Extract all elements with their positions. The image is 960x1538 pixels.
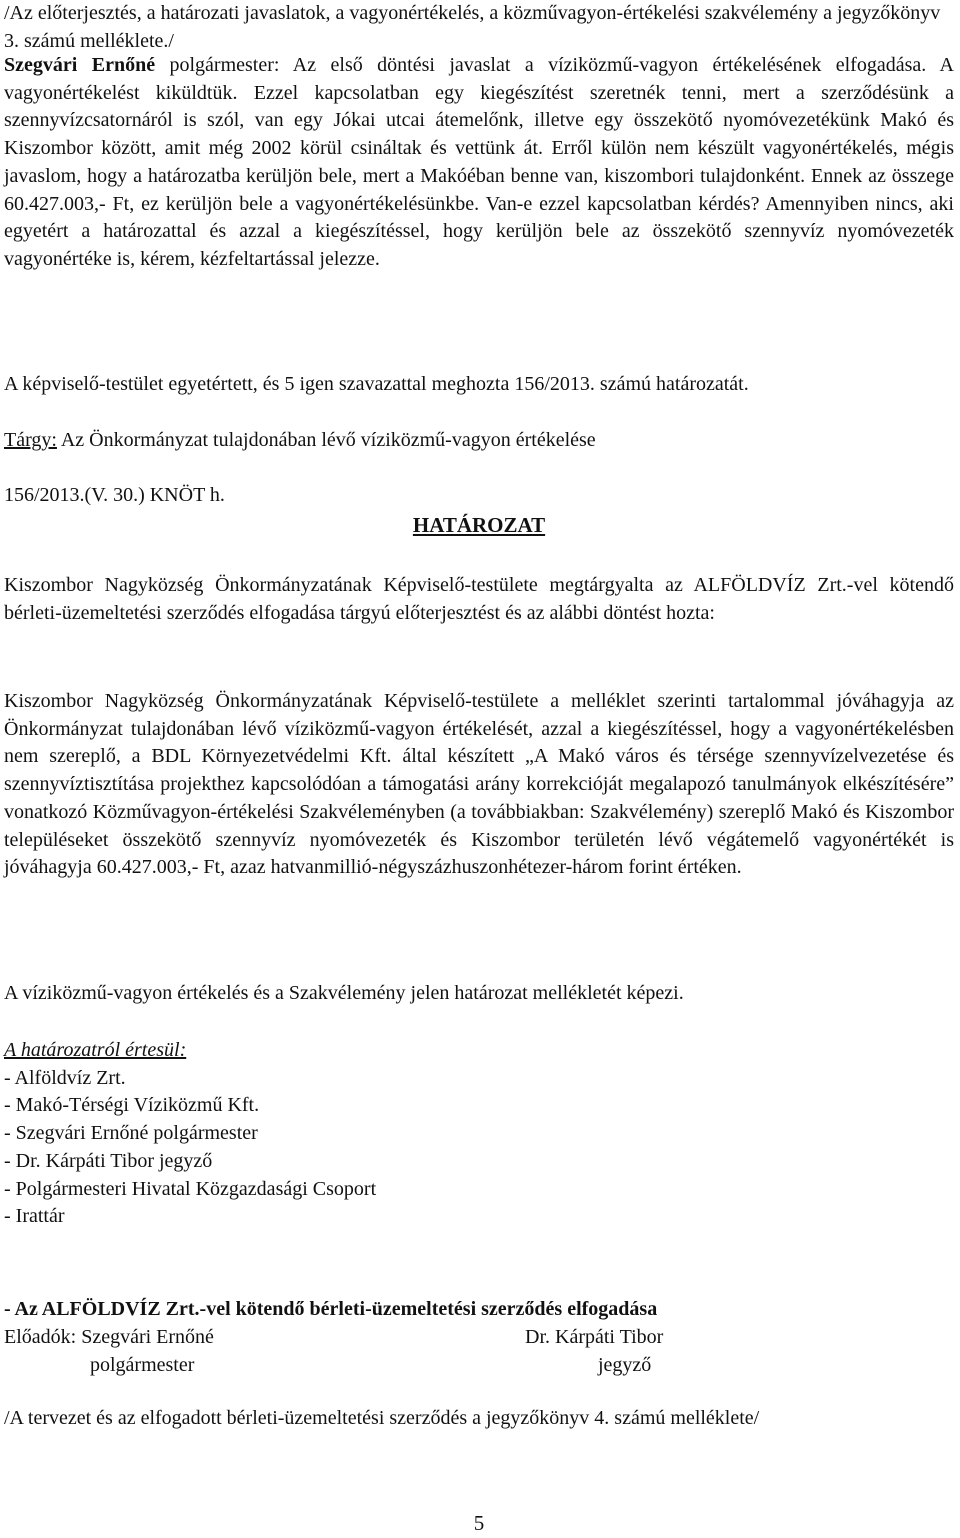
presenter-1-title: polgármester <box>90 1354 195 1376</box>
presenters-block <box>4 1324 954 1380</box>
subject-line <box>4 427 954 455</box>
subject-text: Az Önkormányzat tulajdonában lévő víziközmű-vagyon értékelése <box>60 429 596 451</box>
presenter-2-title: jegyző <box>598 1354 652 1376</box>
resolution-number: 156/2013.(V. 30.) KNÖT h. <box>4 484 225 506</box>
resolution-paragraph-1: Kiszombor Nagyközség Önkormányzatának Képviselő-testülete megtárgyalta az ALFÖLDVÍZ Zrt.-vel kötendő bérleti-üzemeltetési szerződés elfogadása tárgyú előterjesztést és az alábbi döntést hozta: <box>4 574 954 624</box>
notify-list-item: - Alföldvíz Zrt. <box>4 1066 126 1089</box>
presenter-2-name: Dr. Kárpáti Tibor <box>525 1326 664 1348</box>
resolution-paragraph-3: A víziközmű-vagyon értékelés és a Szakvélemény jelen határozat mellékletét képezi. <box>4 982 684 1004</box>
notify-list-item: - Irattár <box>4 1205 65 1228</box>
presenter-1-name: Előadók: Szegvári Ernőné <box>4 1326 214 1348</box>
notify-list-item: - Szegvári Ernőné polgármester <box>4 1122 258 1145</box>
notify-list-item: - Polgármesteri Hivatal Közgazdasági Csoport <box>4 1177 377 1200</box>
speech-text: polgármester: Az első döntési javaslat a víziközmű-vagyon értékelésének elfogadása. A vagyonértékelést kiküldtük. Ezzel kapcsolatban egy kiegészítést szeretnék tenni, mert a szerződésünk a szennyvízcsatornáról is szól, van egy Jókai utcai átemelőnk, illetve egy összekötő nyomóvezetékünk Makó és Kiszombor között, amit még 2002 körül csináltak és vettünk át. Erről külön nem készült vagyonértékelés, mégis javaslom, hogy a határozatba kerüljön bele, mert a Makóéban benne van, kiszombori tulajdonként. Ennek az összege 60.427.003,- Ft, ez kerüljön bele a vagyonértékelésünkbe. Van-e ezzel kapcsolatban kérdés? Amennyiben nincs, aki egyetért a határozattal és azzal a kiegészítéssel, hogy kerüljön bele az összekötő szennyvíz nyomóvezeték vagyonértéke is, kérem, kézfeltartással jelezze. <box>4 54 955 270</box>
notify-list-item: - Makó-Térségi Víziközmű Kft. <box>4 1094 260 1117</box>
speaker-name: Szegvári Ernőné <box>4 54 156 76</box>
notify-list-item: - Dr. Kárpáti Tibor jegyző <box>4 1149 213 1172</box>
notify-heading: A határozatról értesül: <box>4 1039 187 1061</box>
agenda-item-title: - Az ALFÖLDVÍZ Zrt.-vel kötendő bérleti-üzemeltetési szerződés elfogadása <box>4 1298 658 1320</box>
closing-note: /A tervezet és az elfogadott bérleti-üzemeltetési szerződés a jegyzőkönyv 4. számú melléklete/ <box>4 1407 760 1429</box>
notify-section <box>4 1037 954 1231</box>
intro-note: /Az előterjesztés, a határozati javaslatok, a vagyonértékelés, a közművagyon-értékelési szakvélemény a jegyzőkönyv 3. számú melléklete./ <box>4 2 941 52</box>
speech-paragraph <box>4 52 954 274</box>
resolution-heading: HATÁROZAT <box>412 513 546 537</box>
resolution-paragraph-2: Kiszombor Nagyközség Önkormányzatának Képviselő-testülete a melléklet szerinti tartalommal jóváhagyja az Önkormányzat tulajdonában lévő víziközmű-vagyon értékelését, azzal a kiegészítéssel, hogy a vagyonértékelésben nem szereplő, a BDL Környezetvédelmi Kft. által készített „A Makó város és térsége szennyvízelvezetése és szennyvíztisztítása projekthez kapcsolódóan a támogatási arány korrekcióját megalapozó tanulmányok elkészítésére” vonatkozó Közművagyon-értékelési Szakvéleményben (a továbbiakban: Szakvélemény) szereplő Makó és Kiszombor településeket összekötő szennyvíz nyomóvezeték és Kiszombor területén lévő végátemelő vagyonértékét is jóváhagyja 60.427.003,- Ft, azaz hatvanmillió-négyszázhuszonhétezer-három forint értéken. <box>4 690 954 879</box>
page-number: 5 <box>473 1511 485 1535</box>
subject-label: Tárgy: <box>4 429 57 451</box>
vote-result: A képviselő-testület egyetértett, és 5 igen szavazattal meghozta 156/2013. számú határozatát. <box>4 373 749 395</box>
